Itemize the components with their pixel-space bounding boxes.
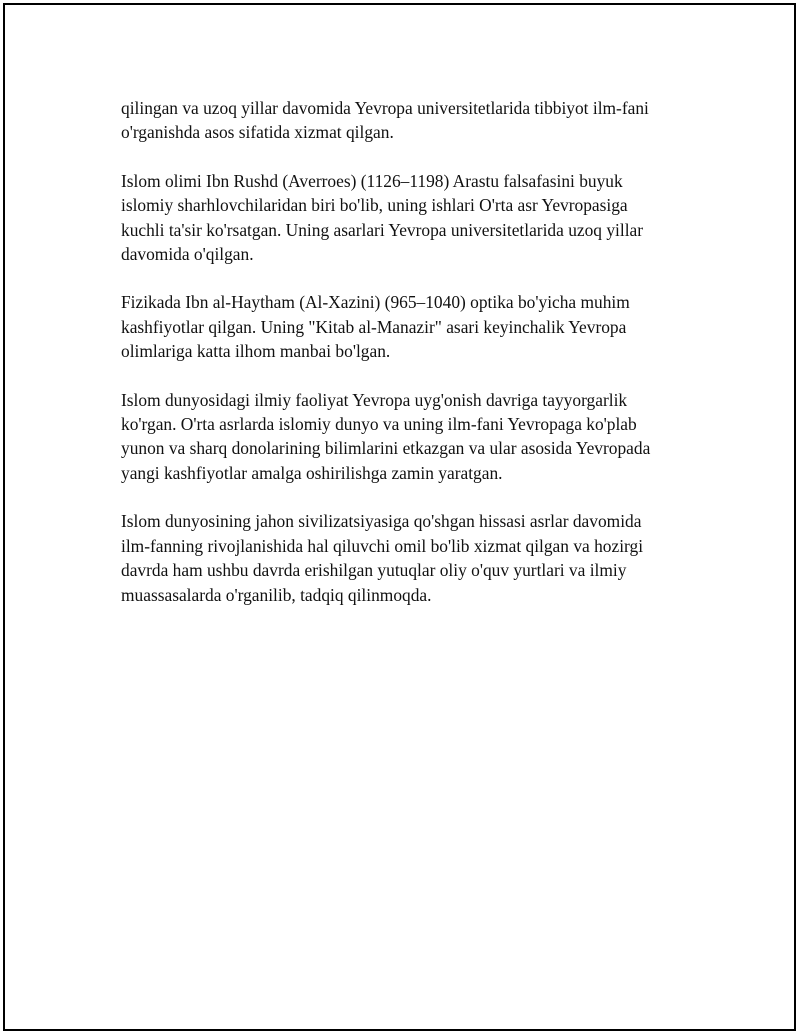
text-line: davomida o'qilgan. bbox=[121, 244, 254, 265]
document-page bbox=[3, 3, 796, 1031]
paragraph-4 bbox=[121, 388, 696, 486]
text-line: ilm-fanning rivojlanishida hal qiluvchi omil bo'lib xizmat qilgan va hozirgi bbox=[121, 535, 644, 556]
text-line: qilingan va uzoq yillar davomida Yevropa universitetlarida tibbiyot ilm-fani bbox=[121, 98, 649, 118]
text-line: Fizikada Ibn al-Haytham (Al-Xazini) (965–1040) optika bo'yicha muhim bbox=[121, 292, 630, 313]
text-line: o'rganishda asos sifatida xizmat qilgan. bbox=[121, 122, 394, 143]
text-line: ko'rgan. O'rta asrlarda islomiy dunyo va uning ilm-fani Yevropaga ko'plab bbox=[121, 414, 637, 435]
document-body bbox=[121, 96, 696, 631]
text-line: davrda ham ushbu davrda erishilgan yutuqlar oliy o'quv yurtlari va ilmiy bbox=[121, 560, 627, 581]
text-line: Islom dunyosidagi ilmiy faoliyat Yevropa uyg'onish davriga tayyorgarlik bbox=[121, 389, 628, 410]
text-line: kashfiyotlar qilgan. Uning "Kitab al-Manazir" asari keyinchalik Yevropa bbox=[121, 316, 627, 337]
paragraph-5 bbox=[121, 509, 696, 607]
text-line: Islom dunyosining jahon sivilizatsiyasiga qo'shgan hissasi asrlar davomida bbox=[121, 511, 642, 532]
text-line: yunon va sharq donolarining bilimlarini etkazgan va ular asosida Yevropada bbox=[121, 438, 651, 459]
paragraph-2 bbox=[121, 169, 696, 267]
paragraph-3 bbox=[121, 290, 696, 363]
text-line: olimlariga katta ilhom manbai bo'lgan. bbox=[121, 341, 391, 362]
text-line: muassasalarda o'rganilib, tadqiq qilinmoqda. bbox=[121, 584, 432, 605]
text-line: kuchli ta'sir ko'rsatgan. Uning asarlari Yevropa universitetlarida uzoq yillar bbox=[121, 219, 644, 240]
paragraph-1 bbox=[121, 96, 696, 145]
text-line: islomiy sharhlovchilaridan biri bo'lib, uning ishlari O'rta asr Yevropasiga bbox=[121, 195, 628, 216]
text-line: yangi kashfiyotlar amalga oshirilishga zamin yaratgan. bbox=[121, 462, 503, 483]
text-line: Islom olimi Ibn Rushd (Averroes) (1126–1198) Arastu falsafasini buyuk bbox=[121, 170, 623, 191]
